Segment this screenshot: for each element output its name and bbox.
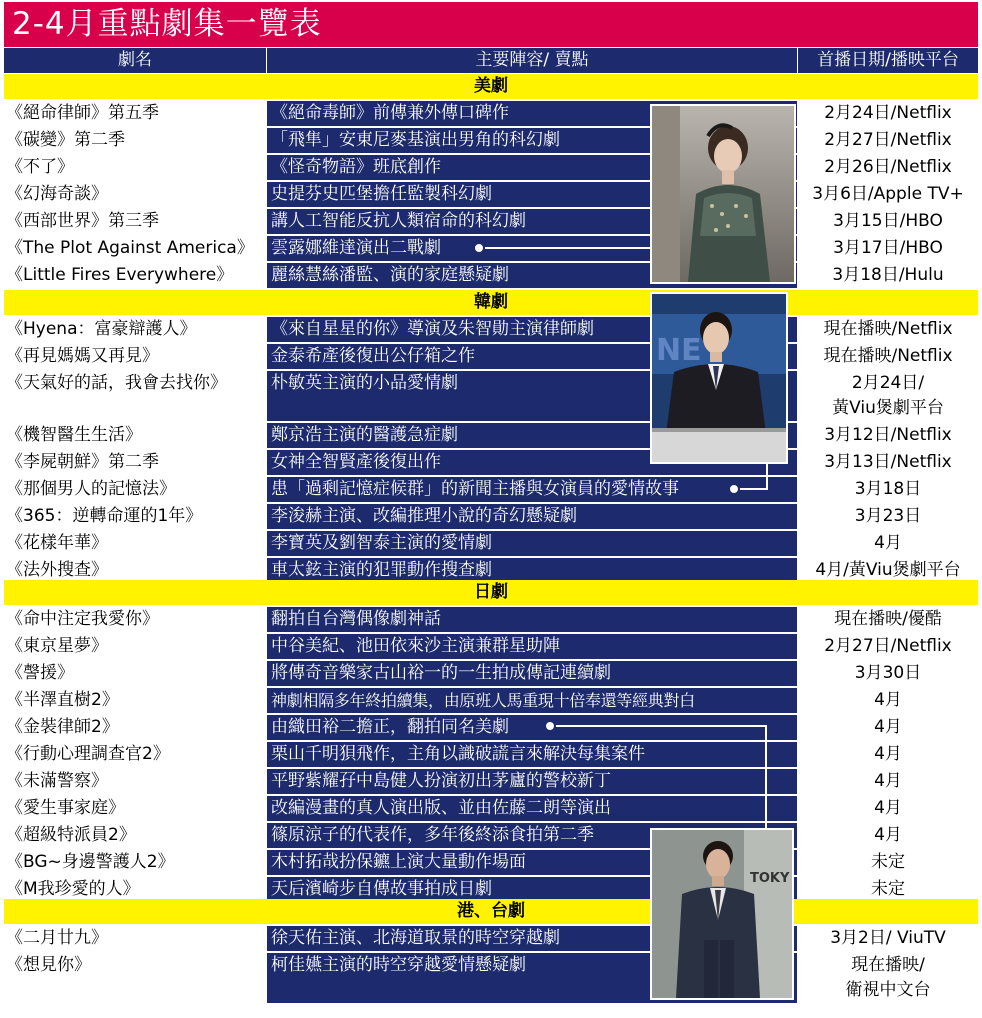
connector-line (738, 488, 768, 490)
row-name: 《BG~身邊警護人2》 (4, 850, 266, 875)
row-date: 2月27日/Netflix (798, 128, 978, 153)
svg-text:NE: NE (656, 333, 702, 368)
row-date: 未定 (798, 850, 978, 875)
row-name: 《半澤直樹2》 (4, 688, 266, 713)
row-cast: 朴敏英主演的小品愛情劇 (267, 371, 797, 421)
row-name: 《M我珍愛的人》 (4, 877, 266, 902)
svg-text:TOKY: TOKY (750, 871, 790, 886)
row-date: 未定 (798, 877, 978, 902)
row-name: 《天氣好的話，我會去找你》 (4, 371, 266, 421)
row-date: 2月26日/Netflix (798, 155, 978, 180)
row-date-line: 衛視中文台 (845, 980, 931, 1000)
connector-line (766, 464, 768, 490)
row-cast: 《來自星星的你》導演及朱智勛主演律師劇 (267, 317, 797, 342)
row-date: 3月30日 (798, 661, 978, 686)
row-cast: 木村拓哉扮保鑣上演大量動作場面 (267, 850, 797, 875)
row-name: 《絕命律師》第五季 (4, 101, 266, 126)
row-name: 《碳變》第二季 (4, 128, 266, 153)
row-date: 3月12日/Netflix (798, 423, 978, 448)
row-date: 4月 (798, 531, 978, 556)
row-date: 3月2日/ ViuTV (798, 926, 978, 951)
row-name: 《法外搜查》 (4, 558, 266, 583)
row-cast: 患「過剩記憶症候群」的新聞主播與女演員的愛情故事 (267, 477, 797, 502)
row-date-line: 2月24日/ (851, 373, 925, 393)
row-cast: 李寶英及劉智泰主演的愛情劇 (267, 531, 797, 556)
row-cast: 柯佳嬿主演的時空穿越愛情懸疑劇 (267, 953, 797, 1003)
row-name: 《超級特派員2》 (4, 823, 266, 848)
section-header-kr: 韓劇 (4, 290, 978, 315)
row-date: 4月 (798, 823, 978, 848)
row-name: 《365：逆轉命運的1年》 (4, 504, 266, 529)
row-name: 《幻海奇談》 (4, 182, 266, 207)
row-cast: 女神全智賢產後復出作 (267, 450, 797, 475)
actress-photo (650, 104, 796, 284)
row-cast: 栗山千明狽飛作，主角以識破謊言來解決每集案件 (267, 742, 797, 767)
row-date: 4月 (798, 769, 978, 794)
row-date: 3月23日 (798, 504, 978, 529)
row-date: 4月 (798, 688, 978, 713)
row-cast: 翻拍自台灣偶像劇神話 (267, 607, 797, 632)
row-cast: 神劇相隔多年終拍續集，由原班人馬重現十倍奉還等經典對白 (267, 688, 797, 713)
row-name: 《花樣年華》 (4, 531, 266, 556)
row-cast: 李浚赫主演、改編推理小說的奇幻懸疑劇 (267, 504, 797, 529)
row-name: 《不了》 (4, 155, 266, 180)
row-date: 現在播映/Netflix (798, 344, 978, 369)
row-cast: 金泰希產後復出公仔箱之作 (267, 344, 797, 369)
row-date: 3月13日/Netflix (798, 450, 978, 475)
row-cast: 由織田裕二擔正，翻拍同名美劇 (267, 715, 797, 740)
row-date: 4月/黃Viu煲劇平台 (798, 558, 978, 583)
row-cast: 將傳奇音樂家古山裕一的一生拍成傳記連續劇 (267, 661, 797, 686)
connector-dot (473, 242, 485, 254)
row-name: 《機智醫生生活》 (4, 423, 266, 448)
row-cast: 《絕命毒師》前傳兼外傳口碑作 (267, 101, 797, 126)
row-cast: 改編漫畫的真人演出版、並由佐藤二朗等演出 (267, 796, 797, 821)
row-name: 《命中注定我愛你》 (4, 607, 266, 632)
row-name: 《Hyena：富豪辯護人》 (4, 317, 266, 342)
page-title: 2-4月重點劇集一覽表 (4, 2, 978, 47)
row-date (798, 953, 978, 1003)
row-name: 《金裝律師2》 (4, 715, 266, 740)
row-cast: 中谷美紀、池田依來沙主演兼群星助陣 (267, 634, 797, 659)
connector-dot (544, 720, 556, 732)
row-date: 3月15日/HBO (798, 209, 978, 234)
row-date: 4月 (798, 796, 978, 821)
row-cast: 徐天佑主演、北海道取景的時空穿越劇 (267, 926, 797, 951)
row-name: 《愛生事家庭》 (4, 796, 266, 821)
row-date-line: 黃Viu煲劇平台 (832, 398, 944, 418)
row-name: 《The Plot Against America》 (4, 236, 266, 261)
row-date: 3月17日/HBO (798, 236, 978, 261)
row-name: 《謦援》 (4, 661, 266, 686)
row-cast: 天后濱崎步自傳故事拍成日劇 (267, 877, 797, 902)
column-header-cast: 主要陣容/ 賣點 (267, 48, 797, 73)
row-name: 《西部世界》第三季 (4, 209, 266, 234)
actor-photo (650, 828, 794, 1000)
row-cast: 鄭京浩主演的醫護急症劇 (267, 423, 797, 448)
row-name: 《再見媽媽又再見》 (4, 344, 266, 369)
row-name: 《想見你》 (4, 953, 266, 1003)
row-name: 《行動心理調查官2》 (4, 742, 266, 767)
row-cast: 《怪奇物語》班底創作 (267, 155, 797, 180)
row-name: 《東京星夢》 (4, 634, 266, 659)
row-cast: 篠原涼子的代表作，多年後終添食拍第二季 (267, 823, 797, 848)
row-date: 3月6日/Apple TV+ (798, 182, 978, 207)
column-header-date: 首播日期/播映平台 (798, 48, 978, 73)
row-date: 3月18日 (798, 477, 978, 502)
row-name: 《二月廿九》 (4, 926, 266, 951)
row-cast: 講人工智能反抗人類宿命的科幻劇 (267, 209, 797, 234)
row-date: 現在播映/優酷 (798, 607, 978, 632)
row-cast: 車太鉉主演的犯罪動作搜查劇 (267, 558, 797, 583)
row-date: 4月 (798, 742, 978, 767)
row-date: 4月 (798, 715, 978, 740)
row-cast: 麗絲慧絲潘監、演的家庭懸疑劇 (267, 263, 797, 288)
section-header-us: 美劇 (4, 74, 978, 99)
row-date: 2月24日/Netflix (798, 101, 978, 126)
row-name: 《Little Fires Everywhere》 (4, 263, 266, 288)
column-header-name: 劇名 (4, 48, 266, 73)
connector-line (765, 726, 767, 828)
row-cast: 史提芬史匹堡擔任監製科幻劇 (267, 182, 797, 207)
connector-dot (728, 483, 740, 495)
row-name: 《未滿警察》 (4, 769, 266, 794)
anchor-photo (650, 292, 788, 464)
row-cast: 平野紫耀孖中島健人扮演初出茅廬的警校新丁 (267, 769, 797, 794)
connector-line (554, 725, 767, 727)
row-name: 《那個男人的記憶法》 (4, 477, 266, 502)
section-header-jp: 日劇 (4, 580, 978, 605)
row-cast: 雲露娜維達演出二戰劇 (267, 236, 797, 261)
section-header-hktw: 港、台劇 (4, 899, 978, 924)
row-date: 現在播映/Netflix (798, 317, 978, 342)
row-date: 3月18日/Hulu (798, 263, 978, 288)
connector-line (483, 247, 650, 249)
row-date: 2月27日/Netflix (798, 634, 978, 659)
row-date-line: 現在播映/ (851, 955, 925, 975)
row-name: 《李屍朝鮮》第二季 (4, 450, 266, 475)
row-date (798, 371, 978, 421)
row-cast: 「飛隼」安東尼麥基演出男角的科幻劇 (267, 128, 797, 153)
